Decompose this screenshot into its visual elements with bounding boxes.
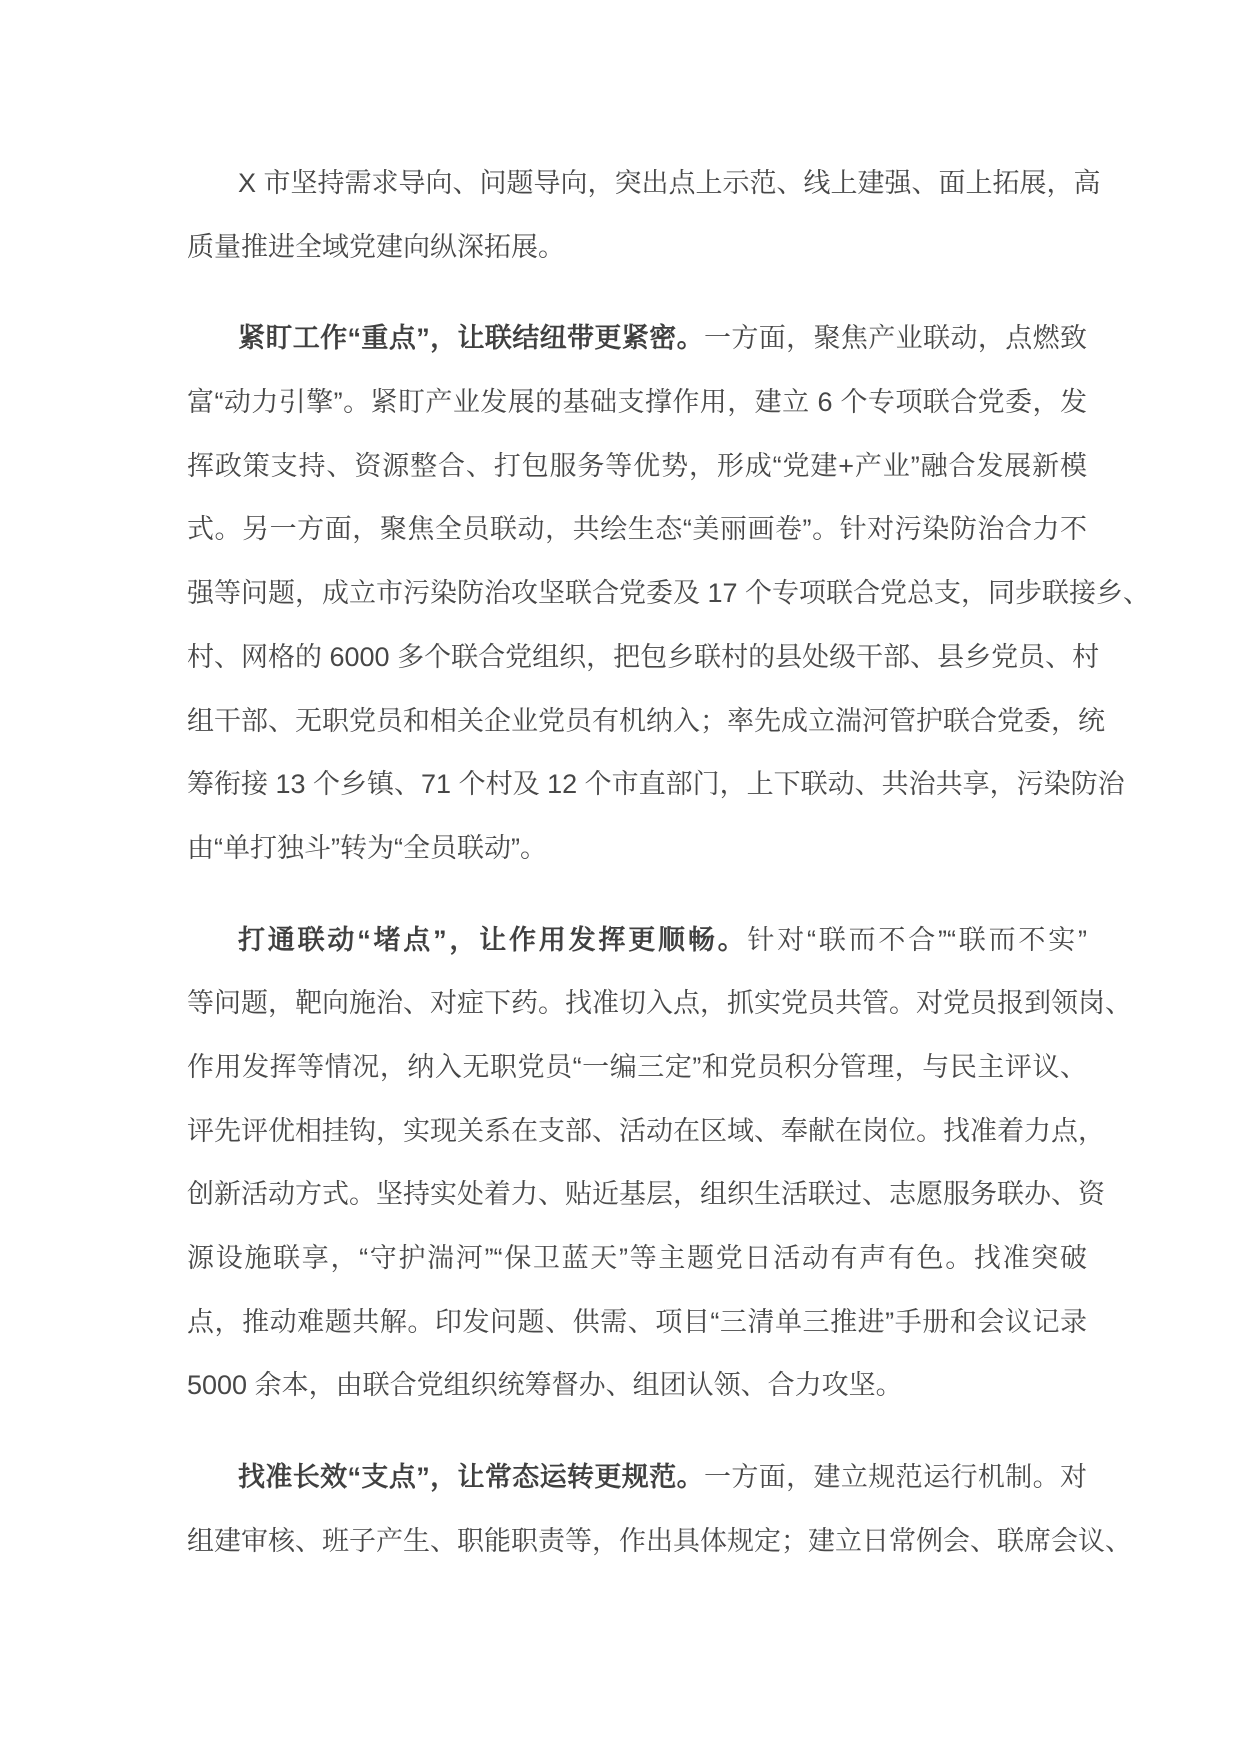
document-body [187, 152, 1151, 1573]
text-line [187, 152, 1101, 216]
text-line [187, 216, 1087, 280]
text-line [187, 1446, 1087, 1510]
body-text: 点，推动难题共解。印发问题、供需、项目“三清单三推进”手册和会议记录 [187, 1306, 1087, 1337]
text-line [187, 972, 1132, 1036]
bold-lead-text: 紧盯工作“重点”，让联结纽带更紧密。 [238, 323, 704, 354]
text-line [187, 562, 1151, 626]
body-text: 富“动力引擎”。紧盯产业发展的基础支撑作用，建立 6 个专项联合党委，发 [187, 387, 1087, 418]
text-line [187, 435, 1087, 499]
text-line [187, 626, 1100, 690]
paragraph [187, 909, 1132, 1419]
bold-lead-text: 打通联动“堵点”，让作用发挥更顺畅。 [238, 924, 748, 955]
body-text: 针对“联而不合”“联而不实” [747, 924, 1087, 955]
body-text: 一方面，建立规范运行机制。对 [703, 1462, 1088, 1493]
body-text: 一方面，聚焦产业联动，点燃致 [703, 323, 1088, 354]
body-text: X 市坚持需求导向、问题导向，突出点上示范、线上建强、面上拓展，高 [238, 168, 1101, 198]
text-line [187, 498, 1087, 562]
paragraph [187, 307, 1151, 880]
text-line [187, 1354, 1087, 1418]
body-text: 式。另一方面，聚焦全员联动，共绘生态“美丽画卷”。针对污染防治合力不 [187, 514, 1087, 545]
bold-lead-text: 找准长效“支点”，让常态运转更规范。 [238, 1462, 704, 1493]
paragraph [187, 152, 1101, 279]
body-text: 组干部、无职党员和相关企业党员有机纳入；率先成立湍河管护联合党委，统 [187, 705, 1105, 736]
body-text: 等问题，靶向施治、对症下药。找准切入点，抓实党员共管。对党员报到领岗、 [187, 988, 1132, 1019]
body-text: 5000 余本，由联合党组织统筹督办、组团认领、合力攻坚。 [187, 1370, 903, 1401]
text-line [187, 1036, 1087, 1100]
text-line [187, 817, 1087, 881]
text-line [187, 1291, 1087, 1355]
body-text: 创新活动方式。坚持实处着力、贴近基层，组织生活联过、志愿服务联办、资 [187, 1179, 1105, 1210]
body-text: 评先评优相挂钩，实现关系在支部、活动在区域、奉献在岗位。找准着力点， [187, 1115, 1105, 1146]
body-text: 质量推进全域党建向纵深拓展。 [187, 231, 565, 262]
text-line [187, 1100, 1105, 1164]
paragraph [187, 1446, 1132, 1573]
text-line [187, 307, 1087, 371]
text-line [187, 909, 1087, 973]
body-text: 由“单打独斗”转为“全员联动”。 [187, 832, 547, 863]
body-text: 筹衔接 13 个乡镇、71 个村及 12 个市直部门，上下联动、共治共享，污染防治 [187, 769, 1125, 800]
text-line [187, 1510, 1132, 1574]
body-text: 源设施联享，“守护湍河”“保卫蓝天”等主题党日活动有声有色。找准突破 [187, 1243, 1087, 1273]
body-text: 挥政策支持、资源整合、打包服务等优势，形成“党建+产业”融合发展新模 [187, 450, 1087, 481]
body-text: 组建审核、班子产生、职能职责等，作出具体规定；建立日常例会、联席会议、 [187, 1525, 1132, 1556]
body-text: 作用发挥等情况，纳入无职党员“一编三定”和党员积分管理，与民主评议、 [187, 1051, 1087, 1082]
text-line [187, 1227, 1087, 1291]
text-line [187, 1163, 1105, 1227]
text-line [187, 753, 1125, 817]
text-line [187, 690, 1105, 754]
text-line [187, 371, 1087, 435]
body-text: 村、网格的 6000 多个联合党组织，把包乡联村的县处级干部、县乡党员、村 [187, 641, 1100, 672]
body-text: 强等问题，成立市污染防治攻坚联合党委及 17 个专项联合党总支，同步联接乡、 [187, 578, 1151, 609]
